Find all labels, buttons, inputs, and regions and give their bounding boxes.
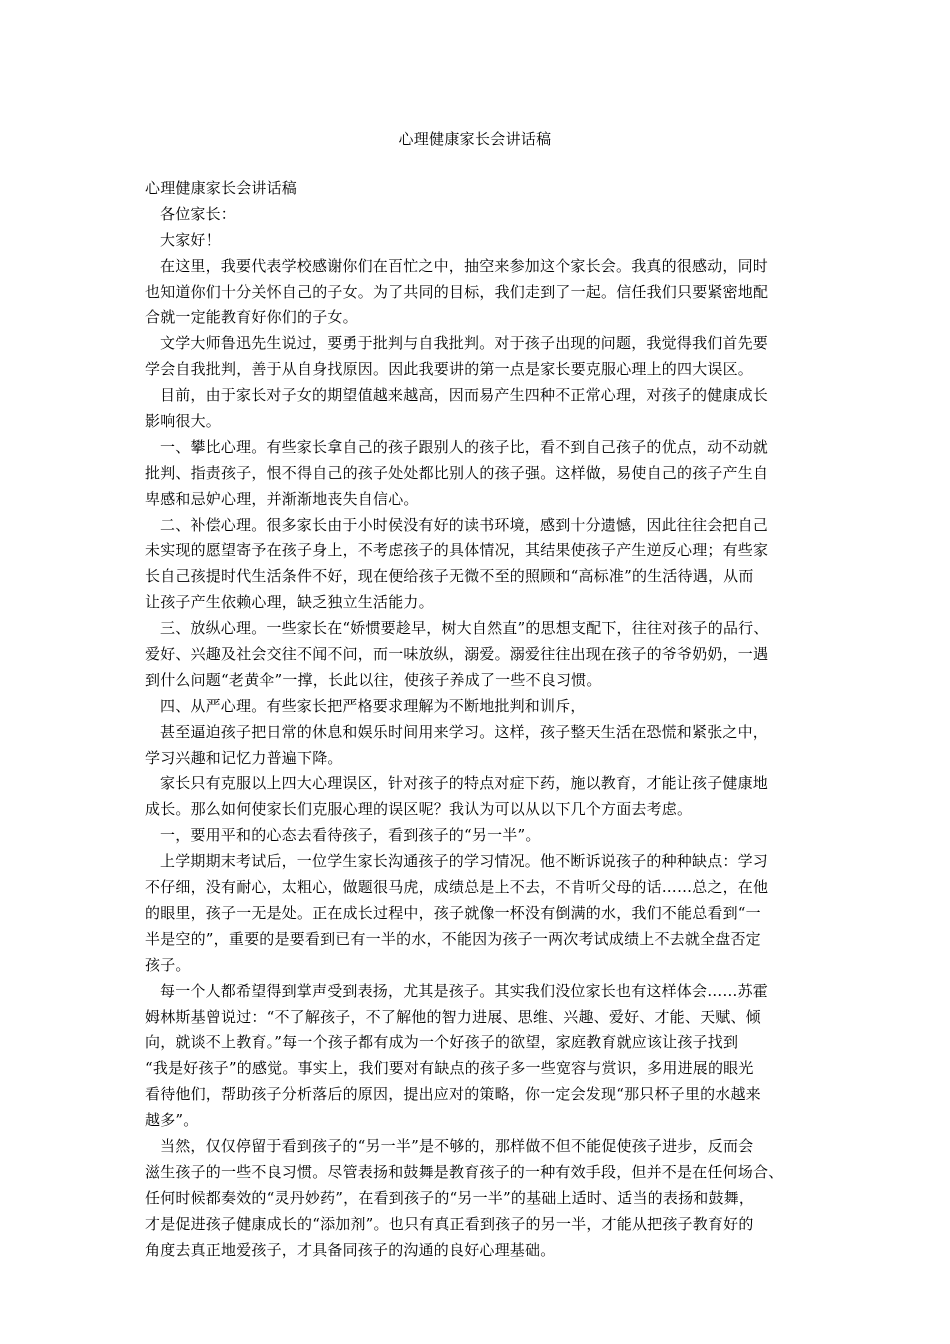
text-line: 滋生孩子的一些不良习惯。尽管表扬和鼓舞是教育孩子的一种有效手段，但并不是在任何场合、 — [145, 1162, 784, 1181]
text-line: 不仔细，没有耐心，太粗心，做题很马虎，成绩总是上不去，不肯听父母的话……总之，在他 — [145, 878, 769, 897]
text-line: 甚至逼迫孩子把日常的休息和娱乐时间用来学习。这样，孩子整天生活在恐慌和紧张之中， — [160, 722, 769, 741]
text-line: 二、补偿心理。很多家长由于小时侯没有好的读书环境，感到十分遗憾，因此往往会把自己 — [160, 515, 769, 534]
text-line: 半是空的”，重要的是要看到已有一半的水，不能因为孩子一两次考试成绩上不去就全盘否定 — [145, 929, 761, 948]
text-line: 四、从严心理。有些家长把严格要求理解为不断地批判和训斥， — [160, 696, 586, 715]
page-title: 心理健康家长会讲话稿 — [398, 130, 552, 148]
text-line: 越多”。 — [145, 1111, 199, 1130]
text-line: “我是好孩子”的感觉。事实上，我们要对有缺点的孩子多一些宽容与赏识，多用进展的眼光 — [145, 1059, 754, 1078]
text-line: 一，要用平和的心态去看待孩子，看到孩子的“另一半”。 — [160, 826, 541, 845]
text-line: 爱好、兴趣及社会交往不闻不问，而一味放纵，溺爱。溺爱往往出现在孩子的爷爷奶奶，一遇 — [145, 645, 769, 664]
text-line: 学会自我批判，善于从自身找原因。因此我要讲的第一点是家长要克服心理上的四大误区。 — [145, 360, 754, 379]
text-line: 影响很大。 — [145, 412, 222, 431]
text-line: 让孩子产生依赖心理，缺乏独立生活能力。 — [145, 593, 434, 612]
text-line: 孩子。 — [145, 955, 191, 974]
text-line: 各位家长： — [160, 204, 237, 223]
text-line: 在这里，我要代表学校感谢你们在百忙之中，抽空来参加这个家长会。我真的很感动，同时 — [160, 256, 769, 275]
text-line: 心理健康家长会讲话稿 — [145, 179, 298, 197]
text-line: 看待他们，帮助孩子分析落后的原因，提出应对的策略，你一定会发现“那只杯子里的水越来 — [145, 1085, 761, 1104]
text-line: 批判、指责孩子，恨不得自己的孩子处处都比别人的孩子强。这样做，易使自己的孩子产生自 — [145, 463, 769, 482]
text-line: 长自己孩提时代生活条件不好，现在便给孩子无微不至的照顾和“高标准”的生活待遇，从而 — [145, 567, 754, 586]
text-line: 三、放纵心理。一些家长在“娇惯要趁早，树大自然直”的思想支配下，往往对孩子的品行、 — [160, 619, 769, 638]
text-line: 成长。那么如何使家长们克服心理的误区呢？我认为可以从以下几个方面去考虑。 — [145, 800, 693, 819]
text-line: 未实现的愿望寄予在孩子身上，不考虑孩子的具体情况，其结果使孩子产生逆反心理；有些家 — [145, 541, 769, 560]
text-line: 每一个人都希望得到掌声受到表扬，尤其是孩子。其实我们没位家长也有这样体会……苏霍 — [160, 981, 769, 1000]
text-line: 任何时候都奏效的“灵丹妙药”，在看到孩子的“另一半”的基础上适时、适当的表扬和鼓舞， — [145, 1188, 755, 1207]
text-line: 姆林斯基曾说过：“不了解孩子，不了解他的智力进展、思维、兴趣、爱好、才能、天赋、倾 — [145, 1007, 761, 1026]
text-line: 卑感和忌妒心理，并渐渐地丧失自信心。 — [145, 489, 419, 508]
document-body — [145, 176, 805, 1263]
text-line: 上学期期末考试后，一位学生家长沟通孩子的学习情况。他不断诉说孩子的种种缺点：学习 — [160, 852, 769, 871]
text-line: 角度去真正地爱孩子，才具备同孩子的沟通的良好心理基础。 — [145, 1240, 556, 1259]
text-line: 文学大师鲁迅先生说过，要勇于批判与自我批判。对于孩子出现的问题，我觉得我们首先要 — [160, 334, 769, 353]
text-line: 家长只有克服以上四大心理误区，针对孩子的特点对症下药，施以教育，才能让孩子健康地 — [160, 774, 769, 793]
text-line: 大家好！ — [160, 230, 221, 249]
text-line: 向，就谈不上教育。”每一个孩子都有成为一个好孩子的欲望，家庭教育就应该让孩子找到 — [145, 1033, 739, 1052]
text-line: 合就一定能教育好你们的子女。 — [145, 308, 358, 327]
text-line: 目前，由于家长对子女的期望值越来越高，因而易产生四种不正常心理，对孩子的健康成长 — [160, 386, 769, 405]
text-line: 才是促进孩子健康成长的“添加剂”。也只有真正看到孩子的另一半，才能从把孩子教育好的 — [145, 1214, 754, 1233]
text-line: 当然，仅仅停留于看到孩子的“另一半”是不够的，那样做不但不能促使孩子进步，反而会 — [160, 1136, 754, 1155]
text-line: 一、攀比心理。有些家长拿自己的孩子跟别人的孩子比，看不到自己孩子的优点，动不动就 — [160, 437, 769, 456]
text-line: 的眼里，孩子一无是处。正在成长过程中，孩子就像一杯没有倒满的水，我们不能总看到“一 — [145, 903, 761, 922]
text-line: 到什么问题“老黄伞”一撑，长此以往，使孩子养成了一些不良习惯。 — [145, 670, 602, 689]
text-line: 也知道你们十分关怀自己的子女。为了共同的目标，我们走到了一起。信任我们只要紧密地配 — [145, 282, 769, 301]
text-line: 学习兴趣和记忆力普遍下降。 — [145, 748, 343, 767]
